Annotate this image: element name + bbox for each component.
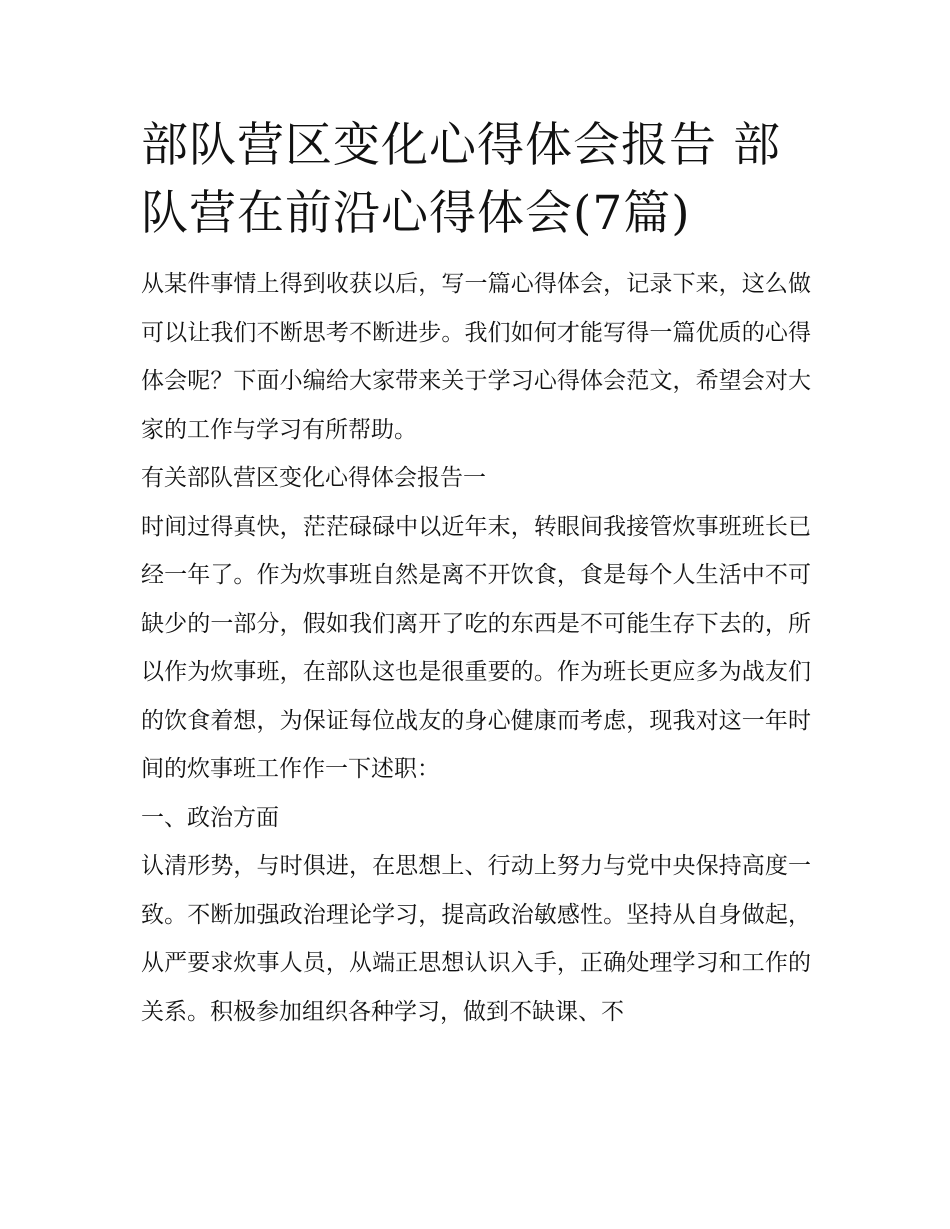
body-paragraph: 时间过得真快，茫茫碌碌中以近年末，转眼间我接管炊事班班长已经一年了。作为炊事班自然是离不开饮食，食是每个人生活中不可缺少的一部分，假如我们离开了吃的东西是不可能生存下去的，所以作为炊事班，在部队这也是很重要的。作为班长更应多为战友们的饮食着想，为保证每位战友的身心健康而考虑，现我对这一年时间的炊事班工作作一下述职： bbox=[141, 513, 811, 782]
body-paragraph: 认清形势，与时俱进，在思想上、行动上努力与党中央保持高度一致。不断加强政治理论学习，提高政治敏感性。坚持从自身做起，从严要求炊事人员，从端正思想认识入手，正确处理学习和工作的关系。积极参加组织各种学习，做到不缺课、不 bbox=[141, 853, 811, 1025]
subheading-politics: 一、政治方面 bbox=[141, 804, 279, 831]
intro-paragraph: 从某件事情上得到收获以后，写一篇心得体会，记录下来，这么做可以让我们不断思考不断进步。我们如何才能写得一篇优质的心得体会呢？下面小编给大家带来关于学习心得体会范文，希望会对大家的工作与学习有所帮助。 bbox=[141, 271, 811, 443]
document-content bbox=[141, 112, 811, 1036]
document-title: 部队营区变化心得体会报告 部队营在前沿心得体会(7篇) bbox=[141, 118, 781, 241]
section-heading: 有关部队营区变化心得体会报告一 bbox=[141, 465, 486, 491]
